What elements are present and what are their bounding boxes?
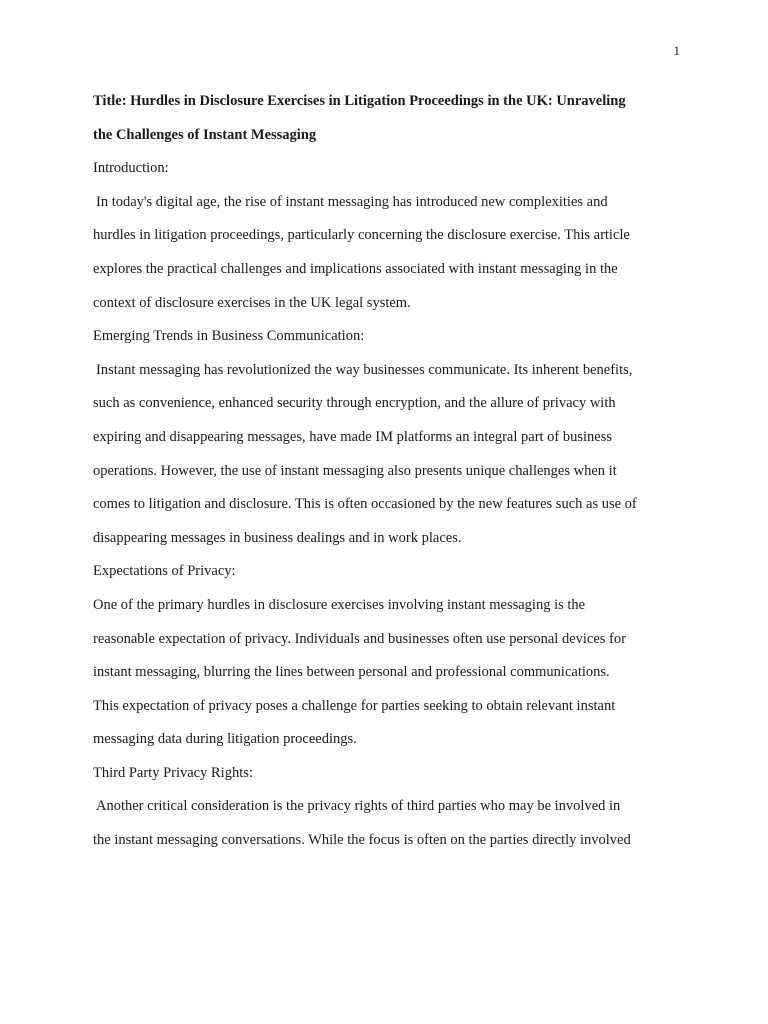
title-line-1: Title: Hurdles in Disclosure Exercises in Litigation Proceedings in the UK: Unraveling (93, 93, 626, 109)
paragraph-line: explores the practical challenges and implications associated with instant messaging in the (93, 260, 618, 277)
paragraph-line: operations. However, the use of instant messaging also presents unique challenges when it (93, 462, 617, 479)
paragraph-line: Instant messaging has revolutionized the way businesses communicate. Its inherent benefits, (96, 361, 633, 378)
paragraph-line: such as convenience, enhanced security through encryption, and the allure of privacy with (93, 395, 616, 412)
paragraph-line: reasonable expectation of privacy. Individuals and businesses often use personal devices for (93, 630, 626, 647)
paragraph-line: Another critical consideration is the privacy rights of third parties who may be involved in (96, 798, 621, 815)
title-line-2: the Challenges of Instant Messaging (93, 126, 317, 143)
paragraph-line: messaging data during litigation proceedings. (93, 731, 357, 748)
section-heading-emerging-trends: Emerging Trends in Business Communication: (93, 328, 365, 345)
paragraph-line: instant messaging, blurring the lines between personal and professional communications. (93, 664, 610, 681)
paragraph-line: In today's digital age, the rise of instant messaging has introduced new complexities and (96, 193, 608, 210)
paragraph-line: One of the primary hurdles in disclosure exercises involving instant messaging is the (93, 596, 586, 613)
paragraph-line: the instant messaging conversations. While the focus is often on the parties directly involved (93, 832, 631, 849)
page-number: 1 (673, 43, 680, 58)
section-heading-third-party-privacy: Third Party Privacy Rights: (93, 764, 253, 781)
paragraph-line: expiring and disappearing messages, have made IM platforms an integral part of business (93, 428, 613, 445)
section-heading-expectations-of-privacy: Expectations of Privacy: (93, 563, 236, 580)
paragraph-line: disappearing messages in business dealings and in work places. (93, 529, 462, 546)
document-body (93, 85, 683, 858)
paragraph-line: context of disclosure exercises in the UK legal system. (93, 294, 411, 311)
paragraph-line: This expectation of privacy poses a challenge for parties seeking to obtain relevant instant (93, 697, 616, 714)
section-heading-introduction: Introduction: (93, 160, 169, 177)
paragraph-line: comes to litigation and disclosure. This is often occasioned by the new features such as use of (93, 496, 637, 513)
paragraph-line: hurdles in litigation proceedings, particularly concerning the disclosure exercise. This article (93, 227, 630, 244)
